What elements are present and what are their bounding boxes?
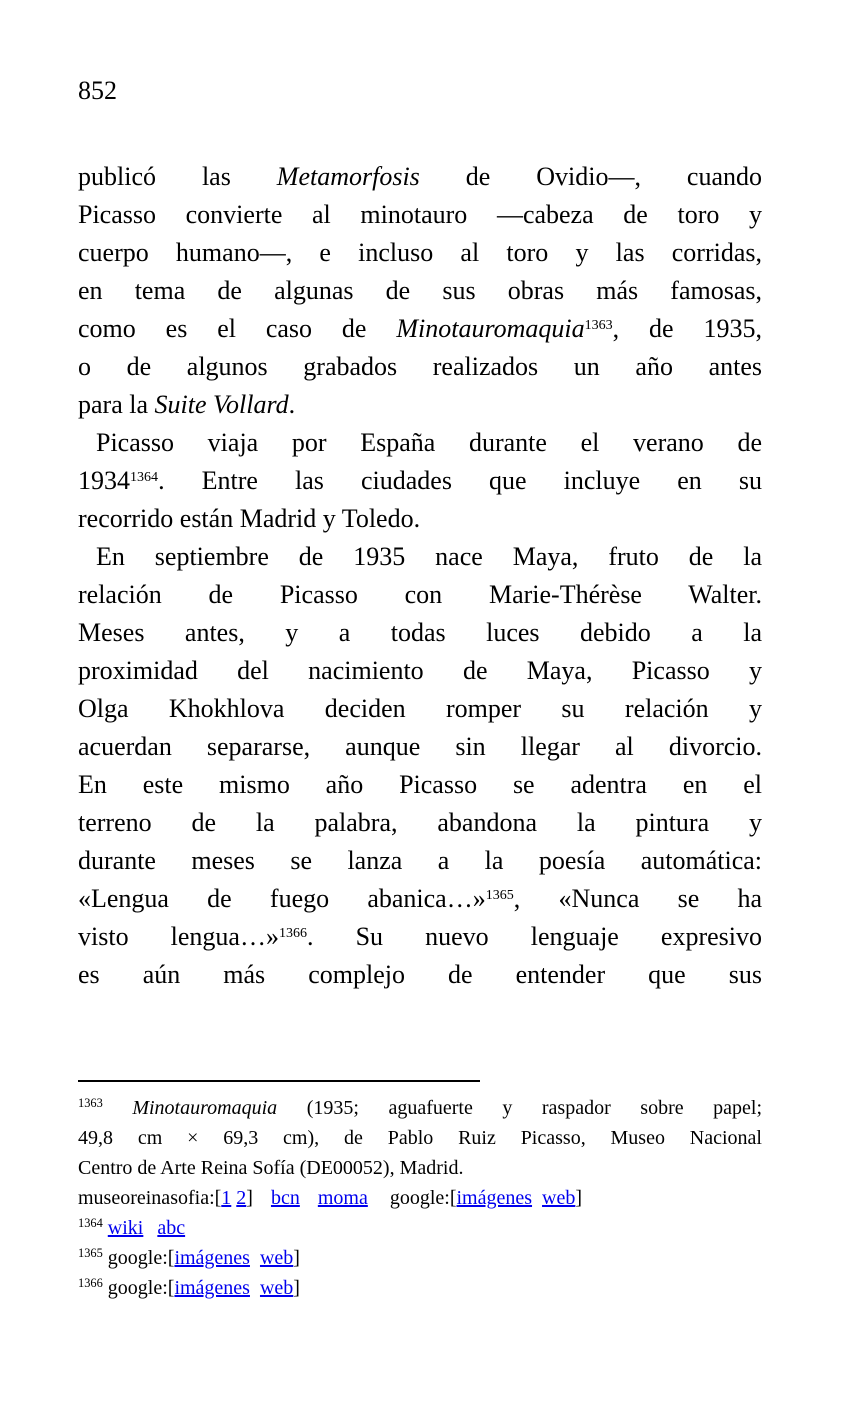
text-line [78,804,762,842]
text-segment: , «Nunca se ha [513,884,762,913]
link-1[interactable]: 1 [221,1187,232,1209]
link-abc[interactable]: abc [157,1217,186,1239]
text-segment: acuerdan separarse, aunque sin llegar al divorcio. [78,732,762,761]
spacer [253,1203,271,1204]
text-segment: , de 1935, [612,314,762,343]
text-segment: cuerpo humano—, e incluso al toro y las corridas, [78,238,762,267]
italic-segment: Minotauromaquia [396,314,585,343]
text-segment: «Lengua de fuego abanica…» [78,884,486,913]
text-line [78,690,762,728]
text-line [78,1243,762,1273]
text-segment: durante meses se lanza a la poesía automática: [78,846,762,875]
spacer [300,1203,318,1204]
footnote-ref: 1364 [130,469,159,486]
text-segment: es aún más complejo de entender que sus [78,960,762,989]
footnote-ref: 1366 [78,1276,103,1291]
paragraph [78,158,762,424]
text-segment: museoreinasofia:[ [78,1187,222,1209]
text-segment: . Su nuevo lenguaje expresivo [307,922,762,951]
spacer [532,1203,542,1204]
link-web[interactable]: web [542,1187,576,1209]
footnote-1365 [78,1243,762,1273]
spacer [250,1293,260,1294]
text-line [78,348,762,386]
text-segment: terreno de la palabra, abandona la pintura y [78,808,762,837]
text-line [78,462,762,500]
text-line [78,1183,762,1213]
text-line [78,538,762,576]
footnote-1366 [78,1273,762,1303]
text-segment: (1935; aguafuerte y raspador sobre papel; [277,1097,763,1119]
text-segment: ] [246,1187,253,1209]
spacer [368,1203,390,1204]
text-line [78,424,762,462]
text-segment: google:[ [102,1247,175,1269]
text-line [78,918,762,956]
text-line [78,766,762,804]
spacer [143,1233,157,1234]
text-segment: publicó las [78,162,277,191]
text-line [78,196,762,234]
text-segment: ] [293,1247,300,1269]
text-segment: 49,8 cm × 69,3 cm), de Pablo Ruiz Picasso, Museo Nacional [78,1127,762,1149]
text-line [78,956,762,994]
footnote-ref: 1366 [278,925,308,942]
footnotes [78,1093,762,1303]
text-segment: para la [78,390,155,419]
text-line [78,880,762,918]
footnote-ref: 1365 [485,887,514,904]
text-segment: como es el caso de [78,314,397,343]
paragraph [78,424,762,538]
text-line [78,386,762,424]
text-segment: google:[ [389,1187,457,1209]
text-line [78,1153,762,1183]
footnote-separator [78,1080,480,1082]
text-segment: . [288,390,296,419]
text-segment: proximidad del nacimiento de Maya, Picasso y [78,656,762,685]
text-segment: google:[ [102,1277,175,1299]
text-line [78,1093,762,1123]
footnote-ref: 1363 [584,317,613,334]
text-line [78,576,762,614]
text-line [78,310,762,348]
text-line [78,272,762,310]
link-wiki[interactable]: wiki [107,1217,144,1239]
text-segment: Olga Khokhlova deciden romper su relación y [78,694,762,723]
text-segment: o de algunos grabados realizados un año antes [78,352,762,381]
text-segment: Meses antes, y a todas luces debido a la [78,618,762,647]
link-moma[interactable]: moma [317,1187,368,1209]
text-line [78,1273,762,1303]
link-imágenes[interactable]: imágenes [174,1247,250,1269]
page-number: 852 [78,76,117,105]
text-segment: En este mismo año Picasso se adentra en el [78,770,762,799]
text-segment: En septiembre de 1935 nace Maya, fruto de la [96,542,762,571]
footnote-ref: 1365 [78,1246,103,1261]
text-line [78,728,762,766]
link-imágenes[interactable]: imágenes [456,1187,533,1209]
spacer [250,1263,260,1264]
text-segment: Centro de Arte Reina Sofía (DE00052), Madrid. [78,1157,464,1179]
paragraph [78,538,762,994]
text-segment [103,1097,133,1119]
link-imágenes[interactable]: imágenes [174,1277,250,1299]
text-segment: en tema de algunas de sus obras más famosas, [78,276,762,305]
text-line [78,1123,762,1153]
text-segment: de Ovidio—, cuando [419,162,763,191]
italic-segment: Minotauromaquia [132,1097,278,1119]
text-segment: relación de Picasso con Marie-Thérèse Walter. [78,580,762,609]
text-segment: recorrido están Madrid y Toledo. [78,504,421,533]
text-segment: Picasso convierte al minotauro —cabeza de toro y [78,200,762,229]
footnote-1363 [78,1093,762,1213]
text-segment: ] [293,1277,300,1299]
link-web[interactable]: web [259,1277,294,1299]
link-web[interactable]: web [259,1247,294,1269]
text-line [78,842,762,880]
text-segment: . Entre las ciudades que incluye en su [158,466,762,495]
text-line [78,158,762,196]
text-line [78,500,762,538]
text-line [78,1213,762,1243]
link-bcn[interactable]: bcn [270,1187,300,1209]
text-line [78,652,762,690]
text-segment: ] [575,1187,583,1209]
italic-segment: Metamorfosis [276,162,420,191]
link-2[interactable]: 2 [236,1187,247,1209]
footnote-ref: 1364 [78,1216,103,1231]
text-segment: 1934 [78,466,130,495]
footnote-1364 [78,1213,762,1243]
body-text [78,158,762,994]
footnote-ref: 1363 [78,1096,103,1111]
italic-segment: Suite Vollard [154,390,289,419]
text-line [78,614,762,652]
text-line [78,234,762,272]
text-segment: Picasso viaja por España durante el verano de [96,428,762,457]
text-segment: visto lengua…» [78,922,279,951]
